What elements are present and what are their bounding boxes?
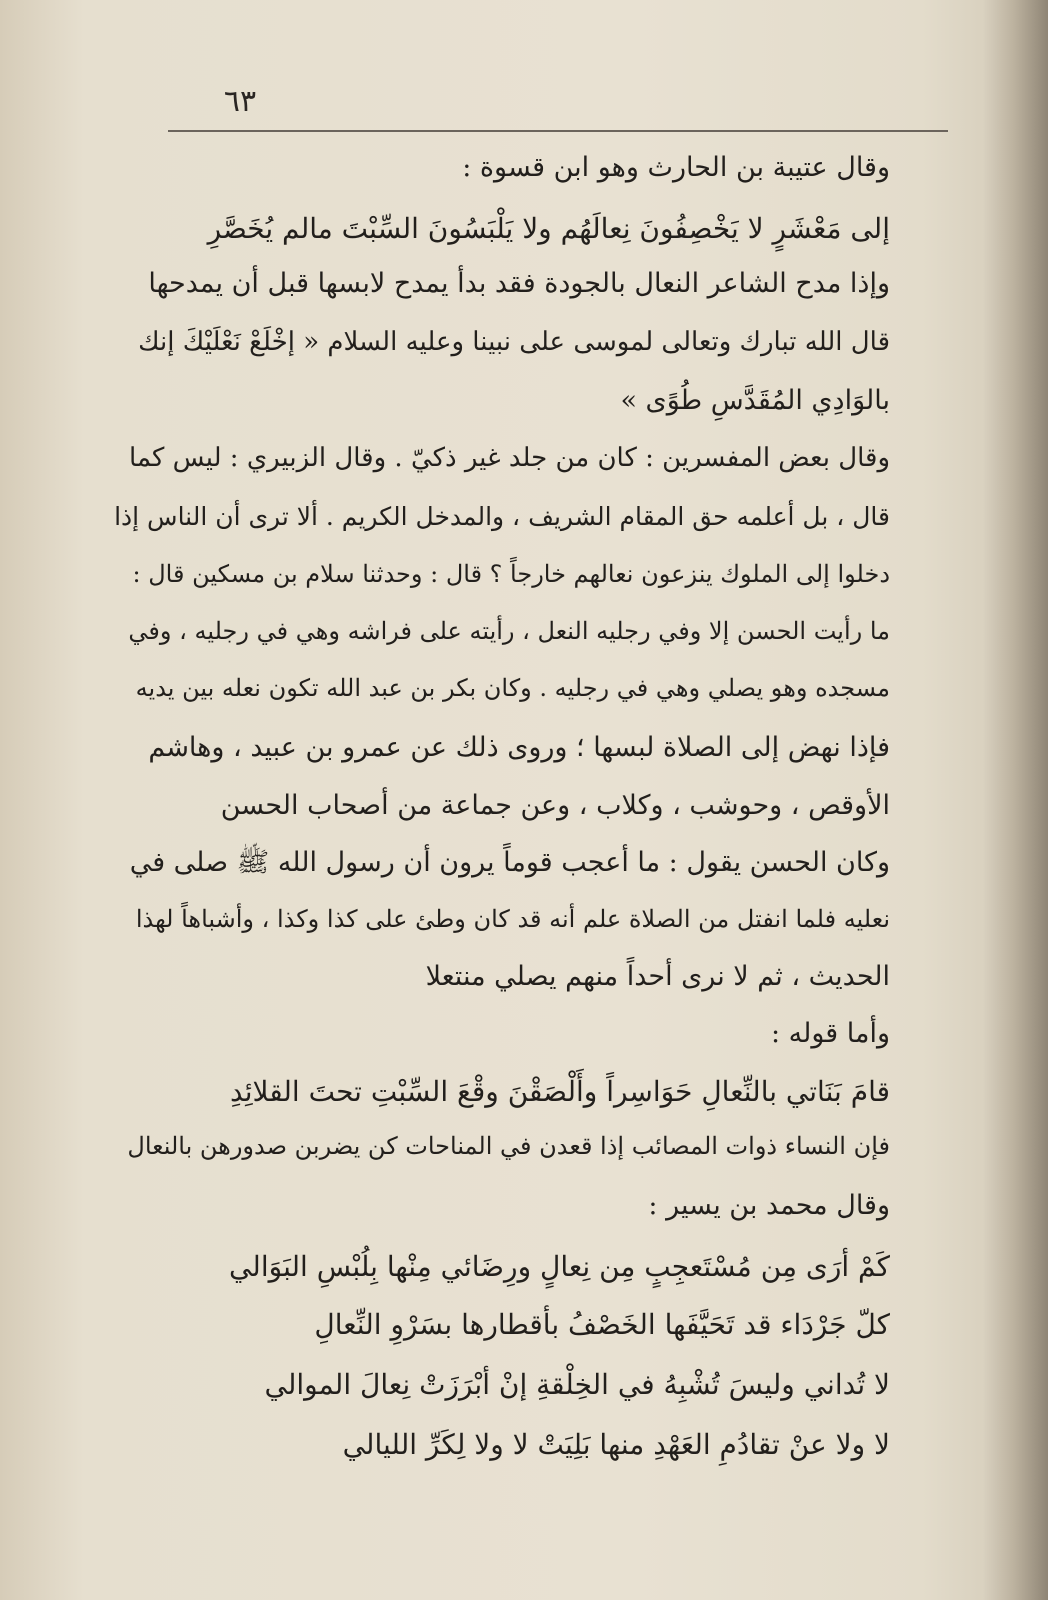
text-line: دخلوا إلى الملوك ينزعون نعالهم خارجاً ؟ قال : وحدثنا سلام بن مسكين قال : [132,560,890,588]
verse-line: قامَ بَنَاتي بالنِّعالِ حَوَاسِراً وأَلْصَقْنَ وقْعَ السِّبْتِ تحتَ القلائِدِ [230,1075,890,1108]
verse-line: كلّ جَرْدَاء قد تَحَيَّفَها الخَصْفُ بأقطارها بسَرْوِ النِّعالِ [314,1308,890,1341]
text-line: وقال بعض المفسرين : كان من جلد غير ذكيّ . وقال الزبيري : ليس كما [129,443,890,473]
text-line: قال ، بل أعلمه حق المقام الشريف ، والمدخل الكريم . ألا ترى أن الناس إذا [114,502,890,531]
text-line: فإذا نهض إلى الصلاة لبسها ؛ وروى ذلك عن عمرو بن عبيد ، وهاشم [148,732,890,763]
text-line: بالوَادِي المُقَدَّسِ طُوًى » [620,385,890,416]
text-line: قال الله تبارك وتعالى لموسى على نبينا وعليه السلام « إخْلَعْ نَعْلَيْكَ إنك [138,327,890,357]
text-line: نعليه فلما انفتل من الصلاة علم أنه قد كان وطئ على كذا وكذا ، وأشباهاً لهذا [135,905,890,933]
page-number: ٦٣ [223,84,257,119]
text-line: وأما قوله : [770,1018,890,1049]
text-line: وكان الحسن يقول : ما أعجب قوماً يرون أن رسول الله ﷺ صلى في [129,847,890,878]
text-line: وقال محمد بن يسير : [648,1190,890,1221]
text-line: فإن النساء ذوات المصائب إذا قعدن في المناحات كن يضربن صدورهن بالنعال [127,1132,890,1160]
text-line: الأوقص ، وحوشب ، وكلاب ، وعن جماعة من أصحاب الحسن [220,790,890,821]
header-rule [168,130,948,132]
verse-line: لا تُداني وليسَ تُشْبِهُ في الخِلْقةِ إنْ أبْرَزَتْ نِعالَ الموالي [264,1368,890,1401]
text-line: ما رأيت الحسن إلا وفي رجليه النعل ، رأيته على فراشه وهي في رجليه ، وفي [128,617,890,645]
verse-line: كَمْ أرَى مِن مُسْتَعجِبٍ مِن نِعالٍ ورِضَائي مِنْها بِلُبْسِ البَوَالي [228,1250,890,1283]
page-edge-shadow [984,0,1048,1600]
text-line: الحديث ، ثم لا نرى أحداً منهم يصلي منتعلا [425,961,890,992]
text-line: وإذا مدح الشاعر النعال بالجودة فقد بدأ يمدح لابسها قبل أن يمدحها [148,268,890,299]
verse-line: لا ولا عنْ تقادُمِ العَهْدِ منها بَلِيَتْ لا ولا لِكَرِّ الليالي [342,1428,890,1461]
verse-line: إلى مَعْشَرٍ لا يَخْصِفُونَ نِعالَهُم ولا يَلْبَسُونَ السِّبْتَ مالم يُخَصَّرِ [207,212,890,245]
text-line: وقال عتيبة بن الحارث وهو ابن قسوة : [462,152,890,183]
text-line: مسجده وهو يصلي وهي في رجليه . وكان بكر بن عبد الله تكون نعله بين يديه [135,674,890,702]
